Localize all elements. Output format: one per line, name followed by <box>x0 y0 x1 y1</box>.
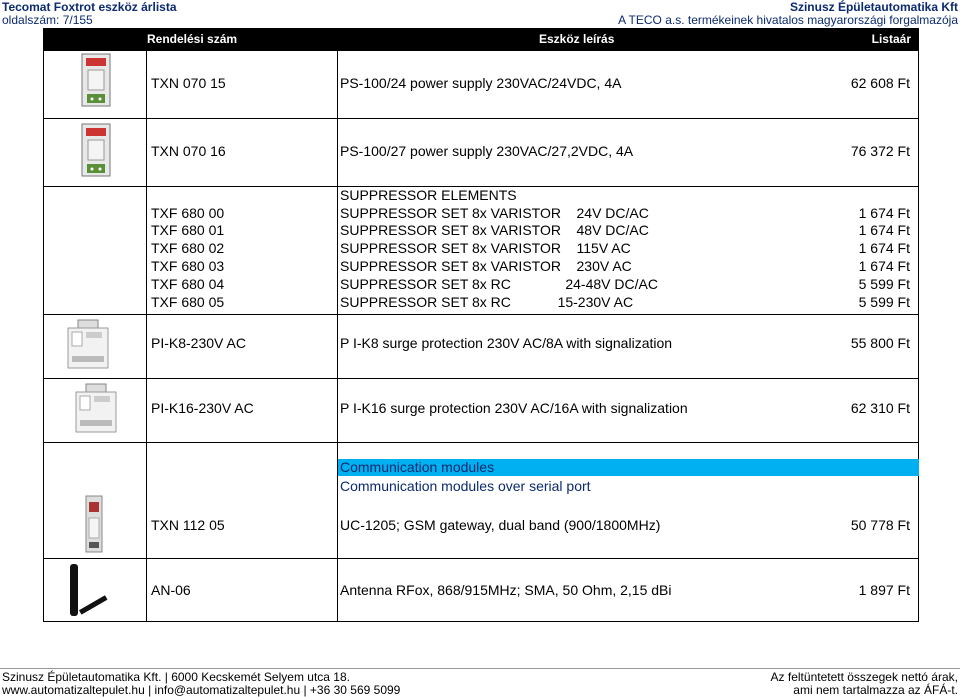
footer-note-2: ami nem tartalmazza az ÁFÁ-t. <box>793 683 958 697</box>
row-description: SUPPRESSOR SET 8x RC 15-230V AC <box>340 294 634 310</box>
row-code: TXF 680 05 <box>151 294 225 310</box>
antenna-image <box>66 562 116 625</box>
row-code: TXF 680 03 <box>151 258 225 274</box>
section-heading: Communication modules <box>340 459 495 475</box>
row-code: PI-K16-230V AC <box>151 400 254 416</box>
footer-address: Szinusz Épületautomatika Kft. | 6000 Kecskemét Selyem utca 18. <box>2 670 350 684</box>
row-code: TXF 680 01 <box>151 222 225 238</box>
divider <box>43 442 919 443</box>
divider <box>43 558 919 559</box>
row-code: TXN 070 16 <box>151 143 226 159</box>
divider <box>43 378 919 379</box>
row-description: UC-1205; GSM gateway, dual band (900/1800MHz) <box>340 517 661 533</box>
gsm-module-image <box>84 494 104 559</box>
power-supply-image <box>80 122 112 183</box>
row-price: 1 897 Ft <box>858 582 910 598</box>
row-description: P I-K8 surge protection 230V AC/8A with signalization <box>340 335 673 351</box>
row-price: 1 674 Ft <box>858 240 910 256</box>
row-code: AN-06 <box>151 582 191 598</box>
col-price: Listaár <box>871 32 911 46</box>
row-description: SUPPRESSOR SET 8x RC 24-48V DC/AC <box>340 276 658 292</box>
row-description: P I-K16 surge protection 230V AC/16A with signalization <box>340 400 688 416</box>
section-heading: SUPPRESSOR ELEMENTS <box>340 187 517 203</box>
company-subtitle: A TECO a.s. termékeinek hivatalos magyarországi forgalmazója <box>618 13 958 27</box>
row-code: PI-K8-230V AC <box>151 335 246 351</box>
column-header-bar <box>43 28 919 50</box>
power-supply-image <box>80 52 112 113</box>
row-price: 76 372 Ft <box>850 143 910 159</box>
row-description: PS-100/24 power supply 230VAC/24VDC, 4A <box>340 75 622 91</box>
page-number: oldalszám: 7/155 <box>2 13 93 27</box>
footer-note: Az feltüntetett összegek nettó árak, <box>770 670 958 684</box>
row-code: TXF 680 04 <box>151 276 225 292</box>
row-description: PS-100/27 power supply 230VAC/27,2VDC, 4A <box>340 143 634 159</box>
row-code: TXF 680 00 <box>151 205 225 221</box>
row-description: SUPPRESSOR SET 8x VARISTOR 48V DC/AC <box>340 222 649 238</box>
row-price: 1 674 Ft <box>858 258 910 274</box>
doc-title: Tecomat Foxtrot eszköz árlista <box>2 0 177 14</box>
row-code: TXN 112 05 <box>151 517 225 533</box>
divider <box>146 50 147 622</box>
divider <box>337 50 338 622</box>
row-code: TXN 070 15 <box>151 75 226 91</box>
row-price: 55 800 Ft <box>850 335 910 351</box>
row-price: 5 599 Ft <box>858 294 910 310</box>
row-price: 5 599 Ft <box>858 276 910 292</box>
row-description: SUPPRESSOR SET 8x VARISTOR 24V DC/AC <box>340 205 649 221</box>
footer-contact: www.automatizaltepulet.hu | info@automatizaltepulet.hu | +36 30 569 5099 <box>2 683 401 697</box>
row-description: SUPPRESSOR SET 8x VARISTOR 115V AC <box>340 240 631 256</box>
divider <box>43 118 919 119</box>
surge-protector-image <box>72 382 120 441</box>
row-description: SUPPRESSOR SET 8x VARISTOR 230V AC <box>340 258 632 274</box>
row-price: 1 674 Ft <box>858 205 910 221</box>
col-order-number: Rendelési szám <box>147 32 238 46</box>
row-description: Antenna RFox, 868/915MHz; SMA, 50 Ohm, 2,15 dBi <box>340 582 672 598</box>
col-description: Eszköz leírás <box>539 32 615 46</box>
surge-protector-image <box>64 318 112 377</box>
company-name: Szinusz Épületautomatika Kft <box>789 0 958 14</box>
row-price: 62 310 Ft <box>850 400 910 416</box>
section-subheading: Communication modules over serial port <box>340 478 591 494</box>
divider <box>43 314 919 315</box>
row-code: TXF 680 02 <box>151 240 225 256</box>
row-price: 50 778 Ft <box>850 517 910 533</box>
row-price: 62 608 Ft <box>850 75 910 91</box>
row-price: 1 674 Ft <box>858 222 910 238</box>
